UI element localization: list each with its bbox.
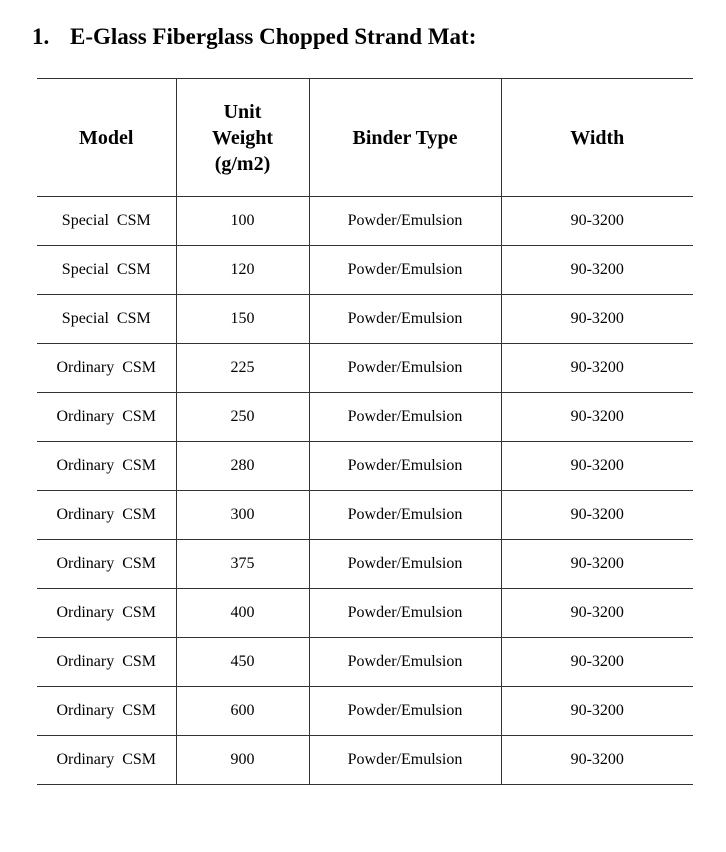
binder-cell: Powder/Emulsion bbox=[309, 344, 501, 393]
table-row bbox=[37, 589, 693, 638]
unit-weight-cell: 400 bbox=[176, 589, 309, 638]
width-cell: 90-3200 bbox=[501, 638, 693, 687]
table-body bbox=[37, 197, 693, 785]
model-cell: Ordinary CSM bbox=[37, 442, 176, 491]
header-unit-weight-line2: Weight bbox=[211, 126, 274, 149]
spec-table bbox=[37, 78, 693, 785]
model-cell: Ordinary CSM bbox=[37, 638, 176, 687]
binder-cell: Powder/Emulsion bbox=[309, 540, 501, 589]
table-row bbox=[37, 393, 693, 442]
table-row bbox=[37, 197, 693, 246]
unit-weight-cell: 225 bbox=[176, 344, 309, 393]
table-row bbox=[37, 736, 693, 785]
width-cell: 90-3200 bbox=[501, 246, 693, 295]
binder-cell: Powder/Emulsion bbox=[309, 687, 501, 736]
table-header-row bbox=[37, 79, 693, 197]
unit-weight-cell: 120 bbox=[176, 246, 309, 295]
width-cell: 90-3200 bbox=[501, 491, 693, 540]
binder-cell: Powder/Emulsion bbox=[309, 197, 501, 246]
model-cell: Ordinary CSM bbox=[37, 393, 176, 442]
unit-weight-cell: 150 bbox=[176, 295, 309, 344]
width-cell: 90-3200 bbox=[501, 736, 693, 785]
width-cell: 90-3200 bbox=[501, 344, 693, 393]
binder-cell: Powder/Emulsion bbox=[309, 589, 501, 638]
unit-weight-cell: 375 bbox=[176, 540, 309, 589]
model-cell: Ordinary CSM bbox=[37, 491, 176, 540]
binder-cell: Powder/Emulsion bbox=[309, 736, 501, 785]
binder-cell: Powder/Emulsion bbox=[309, 393, 501, 442]
model-cell: Special CSM bbox=[37, 197, 176, 246]
table-row bbox=[37, 442, 693, 491]
header-width: Width bbox=[501, 79, 693, 197]
table-row bbox=[37, 295, 693, 344]
width-cell: 90-3200 bbox=[501, 393, 693, 442]
width-cell: 90-3200 bbox=[501, 687, 693, 736]
model-cell: Special CSM bbox=[37, 295, 176, 344]
width-cell: 90-3200 bbox=[501, 540, 693, 589]
unit-weight-cell: 100 bbox=[176, 197, 309, 246]
model-cell: Special CSM bbox=[37, 246, 176, 295]
table-row bbox=[37, 344, 693, 393]
header-unit-weight-line1: Unit bbox=[223, 100, 262, 123]
unit-weight-cell: 900 bbox=[176, 736, 309, 785]
width-cell: 90-3200 bbox=[501, 442, 693, 491]
binder-cell: Powder/Emulsion bbox=[309, 638, 501, 687]
unit-weight-cell: 280 bbox=[176, 442, 309, 491]
width-cell: 90-3200 bbox=[501, 295, 693, 344]
binder-cell: Powder/Emulsion bbox=[309, 442, 501, 491]
header-model: Model bbox=[37, 79, 176, 197]
table-row bbox=[37, 687, 693, 736]
binder-cell: Powder/Emulsion bbox=[309, 295, 501, 344]
width-cell: 90-3200 bbox=[501, 589, 693, 638]
binder-cell: Powder/Emulsion bbox=[309, 491, 501, 540]
table-row bbox=[37, 540, 693, 589]
width-cell: 90-3200 bbox=[501, 197, 693, 246]
header-unit-weight bbox=[176, 79, 309, 197]
model-cell: Ordinary CSM bbox=[37, 736, 176, 785]
unit-weight-cell: 300 bbox=[176, 491, 309, 540]
table-row bbox=[37, 638, 693, 687]
table-row bbox=[37, 491, 693, 540]
model-cell: Ordinary CSM bbox=[37, 344, 176, 393]
heading-title: E-Glass Fiberglass Chopped Strand Mat: bbox=[70, 24, 477, 49]
header-unit-weight-line3: (g/m2) bbox=[214, 152, 271, 175]
unit-weight-cell: 600 bbox=[176, 687, 309, 736]
heading-number: 1. bbox=[32, 24, 50, 49]
model-cell: Ordinary CSM bbox=[37, 687, 176, 736]
model-cell: Ordinary CSM bbox=[37, 540, 176, 589]
model-cell: Ordinary CSM bbox=[37, 589, 176, 638]
section-heading bbox=[32, 22, 476, 52]
unit-weight-cell: 450 bbox=[176, 638, 309, 687]
table-row bbox=[37, 246, 693, 295]
unit-weight-cell: 250 bbox=[176, 393, 309, 442]
binder-cell: Powder/Emulsion bbox=[309, 246, 501, 295]
header-binder-type: Binder Type bbox=[309, 79, 501, 197]
